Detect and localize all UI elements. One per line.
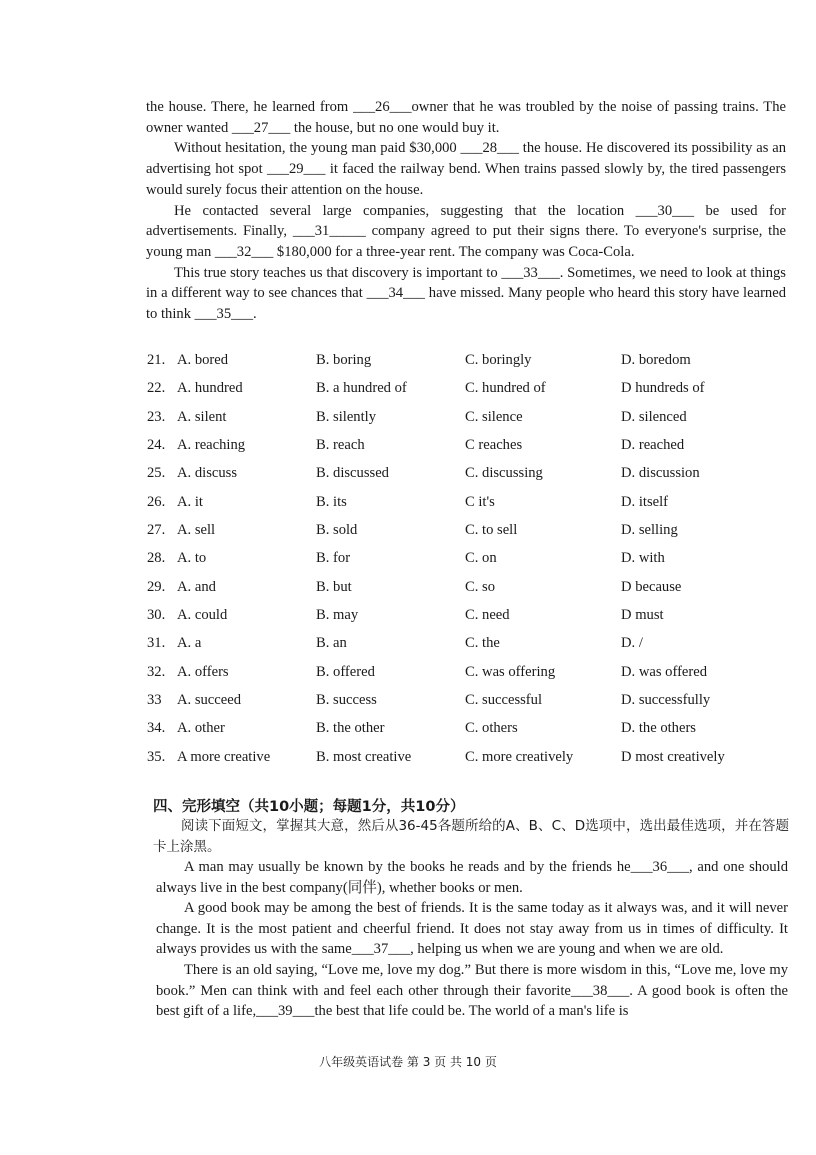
option-c: C. discussing	[465, 465, 543, 482]
question-number: 25.	[147, 465, 166, 482]
option-b: B. may	[316, 607, 359, 624]
passage-paragraph: There is an old saying, “Love me, love my dog.” But there is more wisdom in this, “Love me, love my book.” Men can think with and feel each other through their favorite___38___. A good book is often the best gift of a life,___39___the best that life could be. The world of a man's life is	[156, 961, 788, 1020]
passage-paragraph: A good book may be among the best of friends. It is the same today as it always was, and it will never change. It is the most patient and cheerful friend. It does not stay away from us in times of difficulty. It always provides us with the same___37___, helping us when we are young and when we are old.	[156, 900, 788, 958]
option-d: D. was offered	[621, 663, 708, 680]
question-row	[147, 463, 787, 491]
option-b: B. boring	[316, 352, 372, 368]
option-a: A. hundred	[177, 380, 243, 397]
question-row	[147, 662, 787, 690]
option-d: D most creatively	[621, 748, 725, 765]
passage-paragraph: This true story teaches us that discovery is important to ___33___. Sometimes, we need to look at things in a different way to see chances that ___34___ have missed. Many people who heard this story have learned to think ___35___.	[146, 264, 786, 323]
section-instructions: 阅读下面短文，掌握其大意，然后从36-45各题所给的A、B、C、D选项中，选出最佳选项，并在答题卡上涂黑。	[153, 818, 789, 855]
question-number: 32.	[147, 663, 166, 680]
question-row	[147, 605, 787, 633]
option-a: A. a	[177, 635, 202, 652]
option-c: C. the	[465, 635, 500, 652]
option-a: A. to	[177, 550, 207, 567]
section-heading: 四、完形填空（共10小题；每题1分，共10分）	[153, 799, 465, 815]
option-d: D. boredom	[621, 352, 691, 368]
cloze-passage-1	[146, 97, 786, 325]
question-number: 33	[147, 692, 162, 709]
option-a: A. bored	[177, 352, 229, 368]
option-a: A. succeed	[177, 692, 242, 709]
question-row	[147, 747, 787, 775]
question-number: 30.	[147, 607, 166, 624]
question-number: 29.	[147, 578, 166, 595]
option-a: A. reaching	[177, 437, 246, 454]
option-a: A. and	[177, 578, 216, 595]
question-row	[147, 690, 787, 718]
option-d: D hundreds of	[621, 380, 705, 397]
question-number: 31.	[147, 635, 166, 652]
option-b: B. most creative	[316, 748, 412, 765]
option-d: D must	[621, 607, 664, 624]
option-b: B. discussed	[316, 465, 389, 482]
question-number: 23.	[147, 408, 166, 425]
question-number: 35.	[147, 748, 166, 765]
option-c: C. successful	[465, 692, 543, 709]
option-a: A more creative	[177, 748, 271, 765]
question-row	[147, 435, 787, 463]
option-c: C. on	[465, 550, 497, 567]
option-d: D. reached	[621, 437, 685, 454]
option-c: C. to sell	[465, 522, 518, 539]
option-d: D. itself	[621, 493, 669, 510]
option-c: C. silence	[465, 408, 523, 425]
question-number: 21.	[147, 352, 166, 368]
question-row	[147, 492, 787, 520]
passage-paragraph: the house. There, he learned from ___26___owner that he was troubled by the noise of passing trains. The owner wanted ___27___ the house, but no one would buy it.	[146, 99, 786, 136]
option-d: D. successfully	[621, 692, 711, 709]
option-c: C it's	[465, 493, 495, 510]
passage-paragraph: He contacted several large companies, suggesting that the location ___30___ be used for advertisements. Finally, ___31_____ company agreed to put their signs there. To everyone's surprise, the young man ___32___ $180,000 for a three-year rent. The company was Coca-Cola.	[146, 202, 786, 260]
option-d: D. the others	[621, 720, 696, 737]
question-row	[147, 548, 787, 576]
option-d: D. selling	[621, 522, 678, 539]
option-a: A. could	[177, 607, 228, 624]
option-b: B. for	[316, 550, 351, 567]
passage-paragraph: Without hesitation, the young man paid $30,000 ___28___ the house. He discovered its possibility as an advertising hot spot ___29___ it faced the railway bend. When trains passed slowly by, the tired passengers would surely focus their attention on the house.	[146, 140, 786, 198]
option-c: C. need	[465, 607, 510, 624]
question-row	[147, 718, 787, 746]
option-b: B. offered	[316, 663, 375, 680]
option-c: C. hundred of	[465, 380, 546, 397]
question-row	[147, 520, 787, 548]
passage-paragraph: A man may usually be known by the books he reads and by the friends he___36___, and one should always live in the best company(同伴), whether books or men.	[156, 859, 788, 896]
option-a: A. offers	[177, 663, 229, 680]
option-c: C reaches	[465, 437, 523, 454]
option-b: B. the other	[316, 720, 385, 737]
question-number: 34.	[147, 720, 166, 737]
option-a: A. silent	[177, 408, 227, 425]
answer-options-list	[147, 350, 787, 775]
option-b: B. an	[316, 635, 347, 652]
question-row	[147, 633, 787, 661]
option-d: D. discussion	[621, 465, 700, 482]
option-d: D. /	[621, 635, 643, 652]
option-c: C. so	[465, 578, 496, 595]
question-row	[147, 378, 787, 406]
cloze-passage-2	[156, 857, 788, 1022]
page-footer: 八年级英语试卷 第 3 页 共 10 页	[319, 1055, 497, 1069]
question-number: 22.	[147, 380, 166, 397]
option-b: B. silently	[316, 408, 376, 425]
option-b: B. sold	[316, 522, 358, 539]
option-c: C. was offering	[465, 663, 556, 680]
option-c: C. boringly	[465, 352, 532, 368]
option-b: B. a hundred of	[316, 380, 407, 397]
option-d: D because	[621, 578, 682, 595]
option-a: A. it	[177, 493, 203, 510]
option-d: D. with	[621, 550, 665, 567]
option-b: B. success	[316, 692, 377, 709]
question-row	[147, 577, 787, 605]
option-c: C. others	[465, 720, 518, 737]
option-a: A. sell	[177, 522, 216, 539]
option-b: B. but	[316, 578, 352, 595]
option-a: A. other	[177, 720, 225, 737]
option-b: B. its	[316, 493, 347, 510]
option-c: C. more creatively	[465, 748, 574, 765]
option-a: A. discuss	[177, 465, 237, 482]
question-row	[147, 407, 787, 435]
question-number: 24.	[147, 437, 166, 454]
question-row	[147, 350, 787, 378]
question-number: 26.	[147, 493, 166, 510]
option-d: D. silenced	[621, 408, 687, 425]
option-b: B. reach	[316, 437, 365, 454]
question-number: 28.	[147, 550, 166, 567]
question-number: 27.	[147, 522, 166, 539]
